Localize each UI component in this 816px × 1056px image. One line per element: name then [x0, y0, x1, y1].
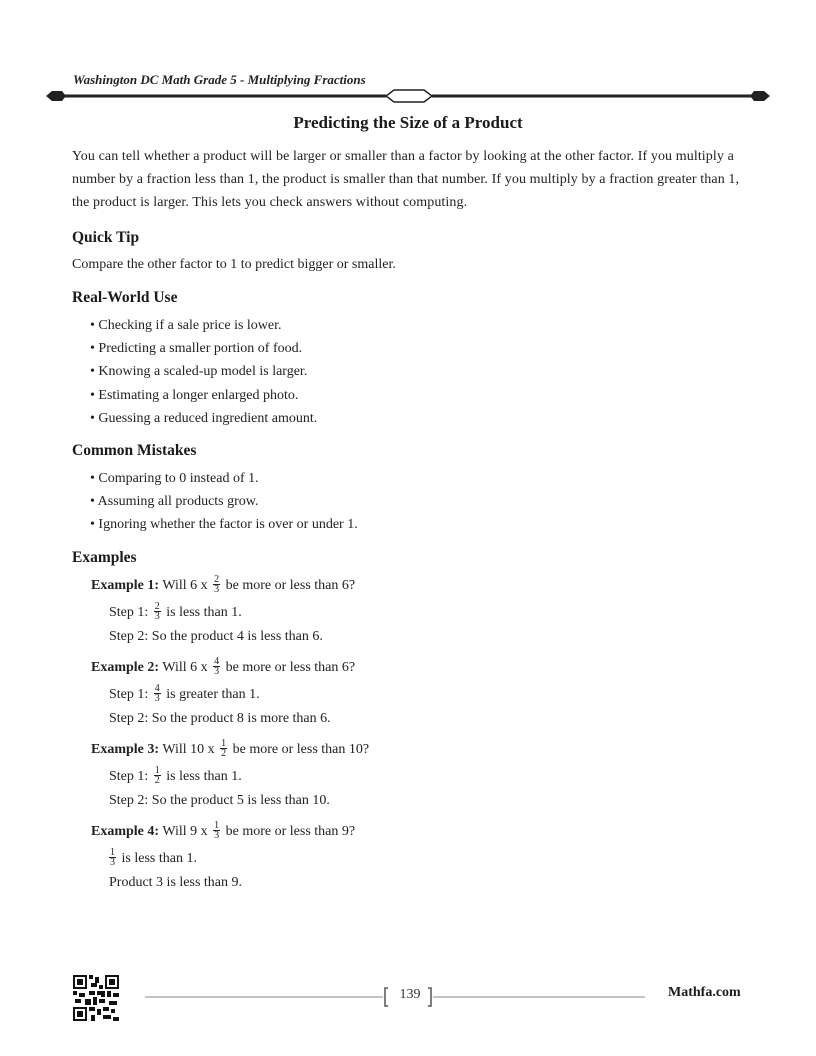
- fraction-numerator: 2: [154, 600, 160, 612]
- qr-code-icon: [73, 975, 119, 1021]
- example-question: [91, 738, 752, 762]
- question-text: be more or less than 9?: [225, 823, 356, 839]
- example-3: [72, 738, 752, 813]
- question-text: be more or less than 10?: [232, 741, 370, 757]
- real-world-list: [72, 314, 752, 430]
- page-title: Predicting the Size of a Product: [293, 113, 523, 132]
- question-text: be more or less than 6?: [225, 577, 356, 593]
- step-text: is less than 1.: [121, 850, 197, 866]
- fraction-denominator: 3: [110, 856, 115, 868]
- fraction-numerator: 4: [214, 655, 220, 667]
- example-label: Example 2:: [91, 659, 160, 675]
- fraction-denominator: 2: [221, 747, 227, 759]
- fraction-denominator: 3: [214, 829, 220, 841]
- common-mistakes-heading: Common Mistakes: [72, 442, 197, 460]
- step-text: is less than 1.: [166, 768, 242, 784]
- fraction: [154, 684, 161, 703]
- fraction: [154, 602, 161, 621]
- header-rule: [44, 88, 772, 104]
- examples-heading: Examples: [72, 548, 137, 566]
- fraction-numerator: 1: [221, 737, 227, 749]
- question-text: Will 6 x: [162, 577, 208, 593]
- list-item: • Checking if a sale price is lower.: [90, 318, 282, 333]
- question-text: be more or less than 6?: [225, 659, 356, 675]
- question-text: Will 10 x: [162, 741, 215, 757]
- example-label: Example 4:: [91, 823, 160, 839]
- example-step-1: [109, 683, 752, 707]
- list-item: • Guessing a reduced ingredient amount.: [90, 410, 318, 426]
- step-text: is less than 1.: [166, 604, 242, 620]
- example-question: [91, 820, 752, 844]
- example-2: [72, 656, 752, 731]
- example-step-1: [109, 765, 752, 789]
- example-question: [91, 574, 752, 598]
- example-step-2: Step 2: So the product 5 is less than 10.: [109, 792, 330, 808]
- example-step-2: Product 3 is less than 9.: [109, 874, 242, 890]
- footer-brand: Mathfa.com: [668, 985, 741, 1000]
- fraction-numerator: 1: [110, 846, 115, 858]
- example-step-1: [109, 847, 752, 871]
- example-label: Example 1:: [91, 577, 160, 593]
- fraction-numerator: 4: [154, 682, 160, 694]
- content: [72, 145, 752, 895]
- fraction-denominator: 3: [154, 610, 160, 622]
- fraction-numerator: 2: [214, 573, 220, 585]
- fraction: [213, 821, 220, 840]
- example-step-2: Step 2: So the product 4 is less than 6.: [109, 628, 323, 644]
- quick-tip-heading: Quick Tip: [72, 229, 140, 246]
- example-question: [91, 656, 752, 680]
- list-item: • Comparing to 0 instead of 1.: [90, 471, 259, 487]
- fraction-denominator: 3: [154, 692, 160, 704]
- fraction-denominator: 3: [214, 583, 220, 595]
- quick-tip-text: Compare the other factor to 1 to predict bigger or smaller.: [72, 257, 396, 272]
- example-4: [72, 820, 752, 895]
- example-1: [72, 574, 752, 649]
- real-world-heading: Real-World Use: [72, 289, 178, 306]
- page-number: 139: [399, 987, 421, 1002]
- question-text: Will 6 x: [162, 659, 208, 675]
- example-label: Example 3:: [91, 741, 160, 757]
- step-label: Step 1:: [109, 686, 149, 702]
- list-item: • Ignoring whether the factor is over or under 1.: [90, 517, 358, 533]
- fraction: [109, 848, 116, 867]
- common-mistakes-list: [72, 467, 752, 537]
- step-label: Step 1:: [109, 604, 149, 620]
- intro-paragraph: You can tell whether a product will be larger or smaller than a factor by looking at the other factor. If you multiply a number by a fraction less than 1, the product is smaller than that number. If you multiply by a fraction greater than 1, the product is larger. This lets you check answers without computing.: [72, 149, 740, 210]
- example-step-1: [109, 601, 752, 625]
- fraction: [213, 657, 220, 676]
- list-item: • Assuming all products grow.: [90, 494, 259, 510]
- fraction-numerator: 1: [214, 819, 220, 831]
- question-text: Will 9 x: [162, 823, 208, 839]
- fraction-denominator: 2: [154, 774, 160, 786]
- list-item: • Estimating a longer enlarged photo.: [90, 387, 299, 403]
- step-text: is greater than 1.: [166, 686, 260, 702]
- fraction: [213, 575, 220, 594]
- list-item: • Predicting a smaller portion of food.: [90, 341, 303, 357]
- list-item: • Knowing a scaled-up model is larger.: [90, 364, 308, 380]
- example-step-2: Step 2: So the product 8 is more than 6.: [109, 710, 331, 726]
- fraction-denominator: 3: [214, 665, 220, 677]
- fraction-numerator: 1: [154, 764, 160, 776]
- step-label: Step 1:: [109, 768, 149, 784]
- fraction: [220, 739, 227, 758]
- fraction: [154, 766, 161, 785]
- header-title: Washington DC Math Grade 5 - Multiplying Fractions: [73, 72, 366, 87]
